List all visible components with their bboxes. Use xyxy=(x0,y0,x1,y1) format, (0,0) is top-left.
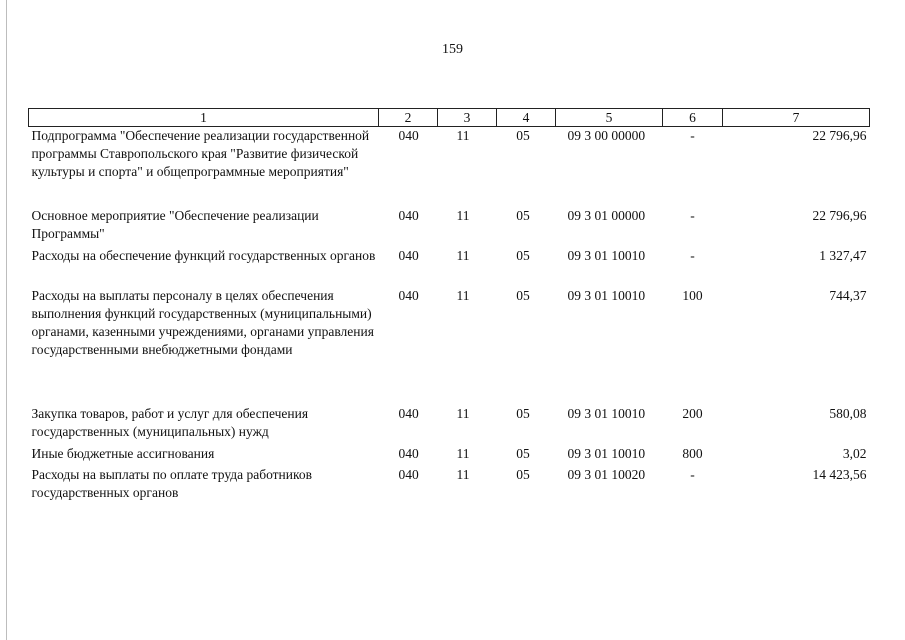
row-ved: 040 xyxy=(398,466,419,482)
row-sum: 22 796,96 xyxy=(812,128,867,143)
row-name: Расходы на выплаты персоналу в целях обеспечения выполнения функций государственных (муниципальными) органами, казенными учреждениями, органами управления государственными внебюджетными фондами xyxy=(31,287,374,357)
table-row xyxy=(29,287,870,405)
row-rz: 11 xyxy=(456,466,470,482)
row-vr: 800 xyxy=(682,445,703,461)
header-col-6: 6 xyxy=(663,109,723,127)
row-csr: 09 3 01 10010 xyxy=(567,445,646,461)
row-ved: 040 xyxy=(398,128,419,143)
row-sum: 14 423,56 xyxy=(812,466,867,482)
row-vr: - xyxy=(690,466,695,482)
row-pr: 05 xyxy=(516,207,530,223)
row-name: Подпрограмма "Обеспечение реализации государственной программы Ставропольского края "Развитие физической культуры и спорта" и общепрограммные мероприятия" xyxy=(31,128,370,179)
header-col-1: 1 xyxy=(29,109,379,127)
row-pr: 05 xyxy=(516,287,530,303)
header-col-2: 2 xyxy=(379,109,438,127)
row-sum: 1 327,47 xyxy=(819,247,867,263)
row-csr: 09 3 01 10010 xyxy=(567,405,646,421)
page-number: 159 xyxy=(442,42,463,57)
row-rz: 11 xyxy=(456,445,470,461)
row-vr: 100 xyxy=(682,287,703,303)
row-rz: 11 xyxy=(456,287,470,303)
row-csr: 09 3 00 00000 xyxy=(567,128,646,143)
row-csr: 09 3 01 00000 xyxy=(567,207,646,223)
header-col-7: 7 xyxy=(723,109,870,127)
row-name: Расходы на обеспечение функций государственных органов xyxy=(31,247,376,263)
row-sum: 580,08 xyxy=(829,405,867,421)
header-col-4: 4 xyxy=(497,109,556,127)
row-csr: 09 3 01 10010 xyxy=(567,247,646,263)
header-col-5: 5 xyxy=(556,109,663,127)
row-ved: 040 xyxy=(398,247,419,263)
row-pr: 05 xyxy=(516,405,530,421)
row-vr: - xyxy=(690,247,695,263)
row-ved: 040 xyxy=(398,207,419,223)
page-edge-line xyxy=(6,0,7,640)
row-sum: 3,02 xyxy=(842,445,867,461)
budget-table xyxy=(28,108,870,504)
row-ved: 040 xyxy=(398,405,419,421)
row-ved: 040 xyxy=(398,287,419,303)
row-pr: 05 xyxy=(516,466,530,482)
row-sum: 22 796,96 xyxy=(812,207,867,223)
row-csr: 09 3 01 10020 xyxy=(567,466,646,482)
row-name: Основное мероприятие "Обеспечение реализации Программы" xyxy=(31,207,319,241)
table-row xyxy=(29,127,870,207)
row-name: Иные бюджетные ассигнования xyxy=(31,445,215,461)
row-rz: 11 xyxy=(456,128,470,143)
row-pr: 05 xyxy=(516,445,530,461)
row-pr: 05 xyxy=(516,247,530,263)
row-vr: - xyxy=(690,207,695,223)
row-rz: 11 xyxy=(456,207,470,223)
table-row xyxy=(29,207,870,247)
row-rz: 11 xyxy=(456,247,470,263)
table-row xyxy=(29,445,870,466)
row-vr: 200 xyxy=(682,405,703,421)
header-col-3: 3 xyxy=(438,109,497,127)
row-ved: 040 xyxy=(398,445,419,461)
header-row xyxy=(29,109,870,127)
table-row xyxy=(29,466,870,504)
row-name: Расходы на выплаты по оплате труда работников государственных органов xyxy=(31,466,312,500)
row-vr: - xyxy=(690,128,695,143)
row-csr: 09 3 01 10010 xyxy=(567,287,646,303)
row-rz: 11 xyxy=(456,405,470,421)
table-row xyxy=(29,247,870,287)
row-name: Закупка товаров, работ и услуг для обеспечения государственных (муниципальных) нужд xyxy=(31,405,309,439)
table-row xyxy=(29,405,870,445)
row-sum: 744,37 xyxy=(829,287,867,303)
row-pr: 05 xyxy=(516,128,530,143)
